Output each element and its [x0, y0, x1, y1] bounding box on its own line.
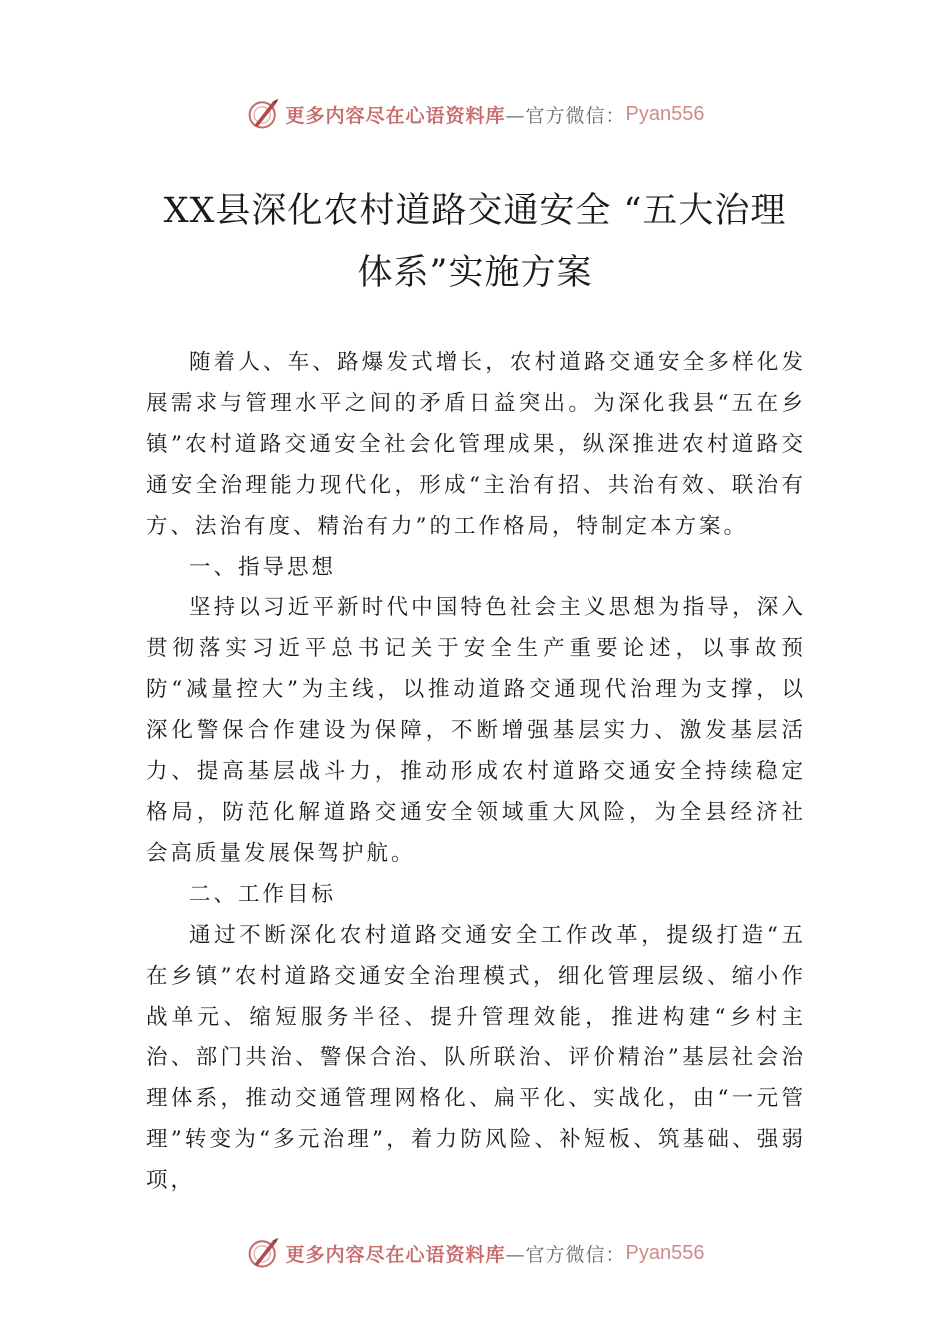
header-watermark	[0, 94, 950, 134]
guiding-ideology-paragraph: 坚持以习近平新时代中国特色社会主义思想为指导，深入贯彻落实习近平总书记关于安全生产重要论述，以事故预防“减量控大”为主线，以推动道路交通现代治理为支撑，以深化警保合作建设为保障，不断增强基层实力、激发基层活力、提高基层战斗力，推动形成农村道路交通安全持续稳定格局，防范化解道路交通安全领域重大风险，为全县经济社会高质量发展保驾护航。	[146, 595, 806, 866]
work-goals-paragraph: 通过不断深化农村道路交通安全工作改革，提级打造“五在乡镇”农村道路交通安全治理模式，细化管理层级、缩小作战单元、缩短服务半径、提升管理效能，推进构建“乡村主治、部门共治、警保合治、队所联治、评价精治”基层社会治理体系，推动交通管理网格化、扁平化、实战化，由“一元管理”转变为“多元治理”，着力防风险、补短板、筑基础、强弱项，	[146, 922, 806, 1194]
watermark-wechat-id: Pyan556	[625, 1241, 705, 1264]
document-title	[95, 180, 855, 304]
quill-logo-icon	[246, 1235, 282, 1271]
watermark-brand-text: 更多内容尽在心语资料库	[285, 104, 506, 127]
quill-logo-icon	[246, 96, 282, 132]
intro-paragraph: 随着人、车、路爆发式增长，农村道路交通安全多样化发展需求与管理水平之间的矛盾日益突出。为深化我县“五在乡镇”农村道路交通安全社会化管理成果，纵深推进农村道路交通安全治理能力现代化，形成“主治有招、共治有效、联治有方、法治有度、精治有力”的工作格局，特制定本方案。	[146, 350, 806, 539]
title-line-2: 体系”实施方案	[357, 253, 593, 293]
watermark-official-text: —官方微信：	[505, 1243, 626, 1266]
section-heading-guiding-ideology: 一、指导思想	[189, 554, 337, 580]
watermark-brand-text: 更多内容尽在心语资料库	[285, 1243, 506, 1266]
document-body	[146, 343, 806, 1202]
title-line-1: XX县深化农村道路交通安全 “五大治理	[163, 191, 787, 231]
section-heading-work-goals: 二、工作目标	[189, 881, 337, 907]
watermark-wechat-id: Pyan556	[625, 102, 705, 125]
watermark-official-text: —官方微信：	[505, 104, 626, 127]
footer-watermark	[0, 1233, 950, 1273]
